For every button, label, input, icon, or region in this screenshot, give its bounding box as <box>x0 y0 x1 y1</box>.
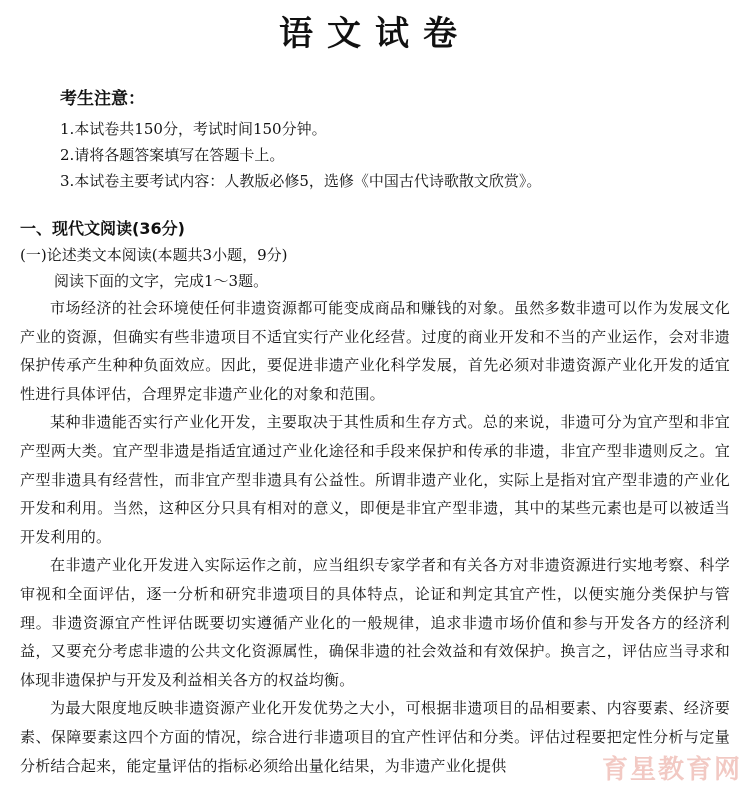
notice-item: 3.本试卷主要考试内容：人教版必修5，选修《中国古代诗歌散文欣赏》。 <box>60 172 542 190</box>
section-subtitle: (一)论述类文本阅读(本题共3小题，9分) <box>20 246 288 264</box>
notice-heading: 考生注意： <box>60 89 145 109</box>
exam-title: 语文试卷 <box>279 14 471 54</box>
reading-section <box>20 216 730 780</box>
passage-paragraph: 为最大限度地反映非遗资源产业化开发优势之大小，可根据非遗项目的品相要素、内容要素、经济要素、保障要素这四个方面的情况，综合进行非遗项目的宜产性评估和分类。评估过程要把定性分析与定量分析结合起来，能定量评估的指标必须给出量化结果，为非遗产业化提供 <box>20 699 730 775</box>
passage-paragraph: 在非遗产业化开发进入实际运作之前，应当组织专家学者和有关各方对非遗资源进行实地考察、科学审视和全面评估，逐一分析和研究非遗项目的具体特点，论证和判定其宜产性，以便实施分类保护与管理。非遗资源宜产性评估既要切实遵循产业化的一般规律，追求非遗市场价值和参与开发各方的经济利益，又要充分考虑非遗的公共文化资源属性，确保非遗的社会效益和有效保护。换言之，评估应当寻求和体现非遗保护与开发及利益相关各方的权益均衡。 <box>20 556 730 689</box>
watermark-logo: 育星教育网 <box>601 755 742 785</box>
notice-item: 2.请将各题答案填写在答题卡上。 <box>60 146 285 164</box>
reading-instruction: 阅读下面的文字，完成1～3题。 <box>54 272 269 290</box>
candidate-notice <box>60 86 720 194</box>
passage-paragraph: 市场经济的社会环境使任何非遗资源都可能变成商品和赚钱的对象。虽然多数非遗可以作为发展文化产业的资源，但确实有些非遗项目不适宜实行产业化经营。过度的商业开发和不当的产业运作，会对非遗保护传承产生种种负面效应。因此，要促进非遗产业化科学发展，首先必须对非遗资源产业化开发的适宜性进行具体评估，合理界定非遗产业化的对象和范围。 <box>20 299 730 403</box>
passage-paragraph: 某种非遗能否实行产业化开发，主要取决于其性质和生存方式。总的来说，非遗可分为宜产型和非宜产型两大类。宜产型非遗是指适宜通过产业化途径和手段来保护和传承的非遗，非宜产型非遗则反之。宜产型非遗具有经营性，而非宜产型非遗具有公益性。所谓非遗产业化，实际上是指对宜产型非遗的产业化开发和利用。当然，这种区分只具有相对的意义，即便是非宜产型非遗，其中的某些元素也是可以被适当开发利用的。 <box>20 413 730 546</box>
section-title: 一、现代文阅读(36分) <box>20 219 185 238</box>
notice-item: 1.本试卷共150分，考试时间150分钟。 <box>60 120 327 138</box>
